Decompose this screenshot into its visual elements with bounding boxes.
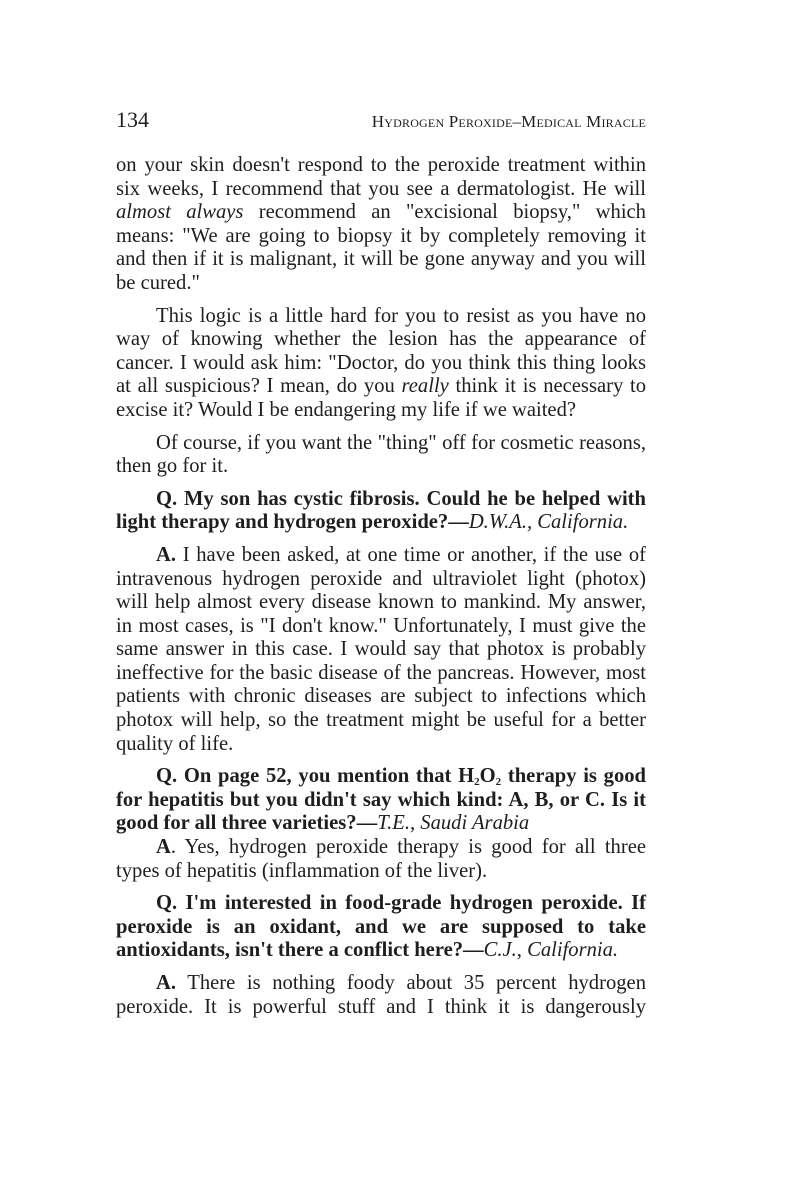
- answer-lead: A.: [156, 543, 177, 566]
- paragraph: This logic is a little hard for you to resist as you have no way of knowing whether the lesion has the appearance of cancer. I would ask him: "Doctor, do you think this thing looks at all suspicious? I mean, do you really think it is necessary to excise it? Would I be endangering my life if we waited?: [116, 304, 646, 421]
- attribution: D.W.A., California.: [468, 511, 629, 534]
- paragraph: Of course, if you want the "thing" off for cosmetic reasons, then go for it.: [116, 431, 646, 478]
- paragraph-continuation: on your skin doesn't respond to the peroxide treatment within six weeks, I recommend that you see a dermatologist. He will almost always recommend an "excisional biopsy," which means: "We are going to biopsy it by completely removing it and then if it is malignant, it will be gone anyway and you will be cured.": [116, 154, 646, 294]
- running-head: Hydrogen Peroxide–Medical Miracle: [371, 112, 646, 131]
- emphasis: really: [401, 375, 449, 398]
- attribution: T.E., Saudi Arabia: [377, 812, 530, 835]
- page-header: [116, 108, 646, 138]
- answer-lead: A: [156, 836, 171, 859]
- answer-hepatitis: A. Yes, hydrogen peroxide therapy is good for all three types of hepatitis (inflammation of the liver).: [116, 836, 646, 882]
- question-hepatitis: Q. On page 52, you mention that $H_2O_2$ therapy is good for hepatitis but you didn't say which kind: A, B, or C. Is it good for all three varieties?—T.E., Saudi Arabia: [116, 765, 646, 835]
- attribution: C.J., California.: [483, 939, 619, 962]
- page-body: [116, 154, 646, 1019]
- answer-cystic-fibrosis: A. I have been asked, at one time or another, if the use of intravenous hydrogen peroxide and ultraviolet light (photox) will help almost every disease known to mankind. My answer, in most cases, is "I don't know." Unfortunately, I must give the same answer in this case. I would say that photox is probably ineffective for the basic disease of the pancreas. However, most patients with chronic diseases are subject to infections which photox will help, so the treatment might be useful for a better quality of life.: [116, 543, 646, 755]
- answer-food-grade: A. There is nothing foody about 35 percent hydrogen peroxide. It is powerful stuff and I think it is dangerously: [116, 972, 646, 1018]
- page-number: 134: [116, 107, 149, 132]
- answer-lead: A.: [156, 972, 177, 994]
- emphasis: almost always: [116, 201, 244, 224]
- question-cystic-fibrosis: Q. My son has cystic fibrosis. Could he be helped with light therapy and hydrogen peroxide?—D.W.A., California.: [116, 487, 646, 534]
- question-food-grade: Q. I'm interested in food-grade hydrogen peroxide. If peroxide is an oxidant, and we are supposed to take antioxidants, isn't there a conflict here?—C.J., California.: [116, 892, 646, 962]
